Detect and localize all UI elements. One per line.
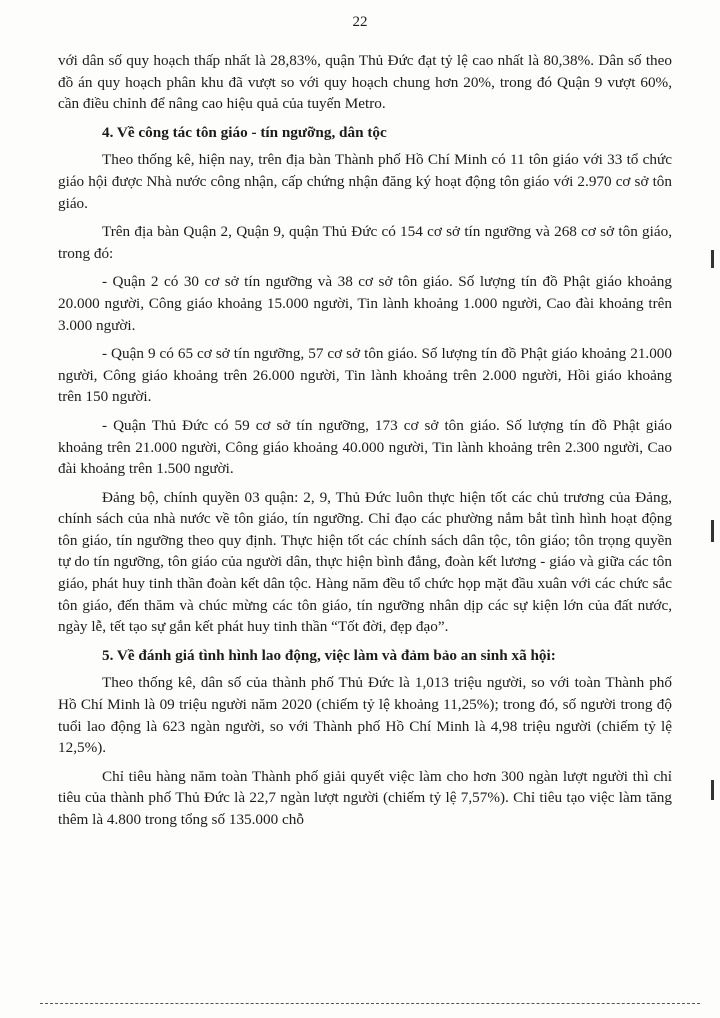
page-number: 22 bbox=[352, 14, 368, 30]
list-item-district-9: - Quận 9 có 65 cơ sở tín ngưỡng, 57 cơ sở tôn giáo. Số lượng tín đồ Phật giáo khoảng 21.000 người, Công giáo khoảng trên 26.000 người, Tin lành khoảng trên 2.000 người, Hồi giáo khoảng trên 150 người. bbox=[58, 345, 672, 406]
paragraph: Theo thống kê, dân số của thành phố Thủ Đức là 1,013 triệu người, so với toàn Thành phố Hồ Chí Minh là 09 triệu người năm 2020 (chiếm tỷ lệ khoảng 11,25%); trong đó, số người trong độ tuổi lao động là 623 ngàn người, so với Thành phố Hồ Chí Minh là 4,98 triệu người (chiếm tỷ lệ 12,5%). bbox=[58, 674, 672, 757]
paragraph: Đảng bộ, chính quyền 03 quận: 2, 9, Thủ Đức luôn thực hiện tốt các chủ trương của Đảng, chính sách của nhà nước về tôn giáo, tín ngưỡng. Chỉ đạo các phường nắm bắt tình hình hoạt động tôn giáo, tín ngưỡng theo quy định. Thực hiện tốt các chính sách dân tộc, tôn giáo; tôn trọng quyền tự do tín ngưỡng, tôn giáo của người dân, thực hiện bình đẳng, đoàn kết lương - giáo và giữa các tôn giáo, phát huy tinh thần đoàn kết dân tộc. Hàng năm đều tổ chức họp mặt đầu xuân với các chức sắc tôn giáo, đến thăm và chúc mừng các tôn giáo, tín ngưỡng nhân dịp các sự kiện lớn của đất nước, ngày lễ, tết tạo sự gắn kết phát huy tinh thần “Tốt đời, đẹp đạo”. bbox=[58, 488, 672, 636]
section-heading-religion: 4. Về công tác tôn giáo - tín ngưỡng, dân tộc bbox=[102, 123, 387, 141]
section-heading-labor: 5. Về đánh giá tình hình lao động, việc làm và đảm bảo an sinh xã hội: bbox=[102, 646, 556, 664]
scan-edge-mark bbox=[711, 250, 714, 268]
scan-edge-mark bbox=[711, 780, 714, 800]
paragraph: Trên địa bàn Quận 2, Quận 9, quận Thủ Đức có 154 cơ sở tín ngưỡng và 268 cơ sở tôn giáo, trong đó: bbox=[58, 223, 672, 262]
paragraph: Chỉ tiêu hàng năm toàn Thành phố giải quyết việc làm cho hơn 300 ngàn lượt người thì chỉ tiêu của thành phố Thủ Đức là 22,7 ngàn lượt người (chiếm tỷ lệ 7,57%). Chỉ tiêu tạo việc làm tăng thêm là 4.800 trong tổng số 135.000 chỗ bbox=[58, 767, 672, 828]
list-item-thu-duc: - Quận Thủ Đức có 59 cơ sở tín ngưỡng, 173 cơ sở tôn giáo. Số lượng tín đồ Phật giáo khoảng trên 21.000 người, Công giáo khoảng 40.000 người, Tin lành khoảng trên 2.300 người, Cao đài khoảng trên 1.500 người. bbox=[58, 416, 672, 478]
footer-rule bbox=[40, 1003, 700, 1004]
document-body bbox=[58, 50, 672, 838]
list-item-district-2: - Quận 2 có 30 cơ sở tín ngưỡng và 38 cơ sở tôn giáo. Số lượng tín đồ Phật giáo khoảng 20.000 người, Công giáo khoảng 15.000 người, Tin lành khoảng 1.000 người, Cao đài khoảng trên 3.000 người. bbox=[58, 273, 672, 334]
scan-edge-mark bbox=[711, 520, 714, 542]
paragraph: Theo thống kê, hiện nay, trên địa bàn Thành phố Hồ Chí Minh có 11 tôn giáo với 33 tổ chức giáo hội được Nhà nước công nhận, cấp chứng nhận đăng ký hoạt động tôn giáo với 2.970 cơ sở tôn giáo. bbox=[58, 151, 672, 212]
paragraph-continuation: với dân số quy hoạch thấp nhất là 28,83%, quận Thủ Đức đạt tỷ lệ cao nhất là 80,38%. Dân số theo đồ án quy hoạch phân khu đã vượt so với quy hoạch chung hơn 20%, trong đó Quận 9 vượt 60%, cần điều chỉnh để nâng cao hiệu quả của tuyến Metro. bbox=[58, 52, 672, 113]
